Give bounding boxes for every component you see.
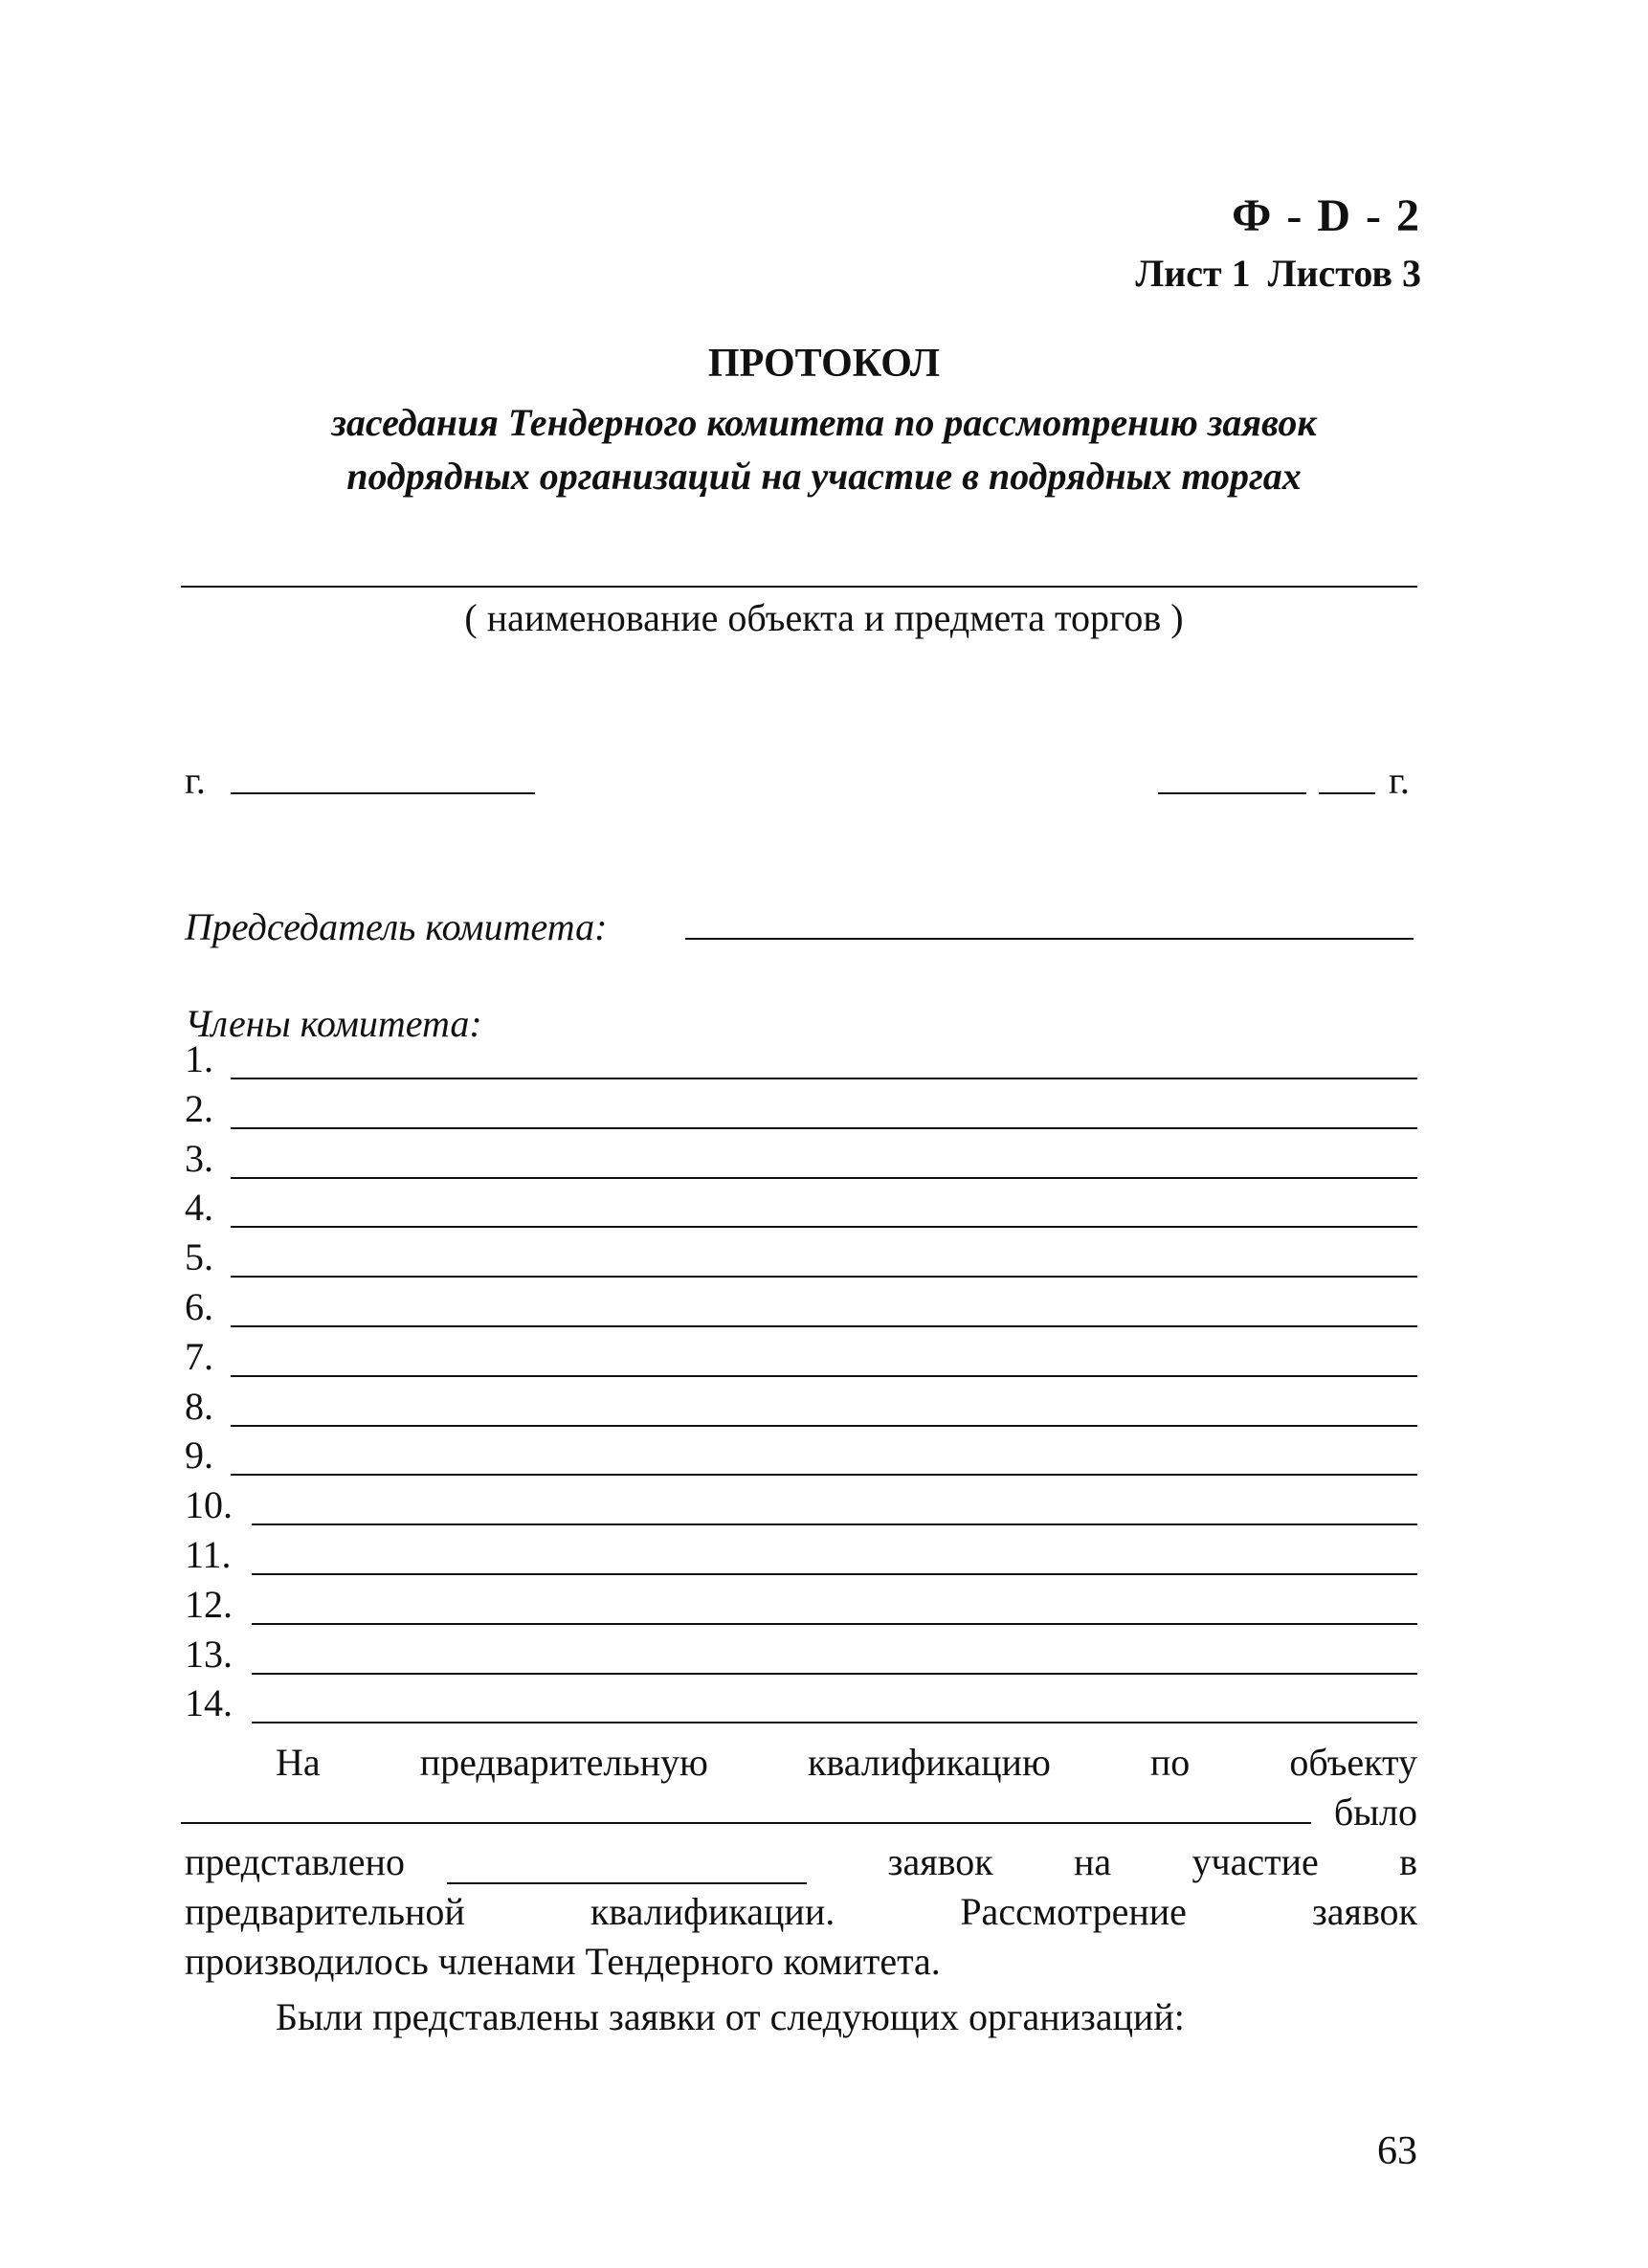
member-name-field-line[interactable] — [231, 1425, 1417, 1427]
member-row — [185, 1631, 1417, 1680]
chairman-field-line[interactable] — [685, 938, 1414, 940]
paragraph-word: участие — [1191, 1840, 1319, 1883]
member-name-field-line[interactable] — [231, 1226, 1417, 1228]
member-number: 5. — [185, 1235, 213, 1279]
paragraph-word: объекту — [1289, 1741, 1417, 1784]
member-name-field-line[interactable] — [252, 1573, 1417, 1575]
member-number: 6. — [185, 1285, 213, 1328]
year-field-line[interactable] — [1319, 792, 1375, 794]
member-name-field-line[interactable] — [231, 1325, 1417, 1327]
paragraph-word: предварительной — [185, 1890, 465, 1933]
member-name-field-line[interactable] — [252, 1623, 1417, 1625]
form-code: Ф - D - 2 — [1232, 190, 1421, 241]
member-number: 4. — [185, 1186, 213, 1230]
document-title: ПРОТОКОЛ — [707, 342, 941, 386]
paragraph-word: по — [1149, 1741, 1191, 1784]
member-name-field-line[interactable] — [231, 1474, 1417, 1476]
member-row — [185, 1481, 1417, 1531]
member-name-field-line[interactable] — [231, 1276, 1417, 1278]
member-name-field-line[interactable] — [231, 1177, 1417, 1179]
member-number: 8. — [185, 1384, 213, 1428]
paragraph-word: в — [1399, 1840, 1417, 1883]
member-row — [185, 1581, 1417, 1631]
city-prefix: г. — [185, 759, 206, 802]
member-row — [185, 1085, 1417, 1135]
paragraph-line-5: производилось членами Тендерного комитета. — [185, 1940, 941, 1983]
member-name-field-line[interactable] — [252, 1673, 1417, 1675]
paragraph-line-6: Были представлены заявки от следующих организаций: — [276, 1995, 1185, 2038]
document-subtitle-line-1: заседания Тендерного комитета по рассмотрению заявок — [331, 401, 1317, 444]
object-name-line[interactable] — [181, 586, 1417, 588]
member-row — [185, 1383, 1417, 1433]
sheet-info — [1135, 251, 1421, 296]
member-name-field-line[interactable] — [252, 1722, 1417, 1723]
member-number: 10. — [185, 1483, 233, 1527]
member-name-field-line[interactable] — [231, 1078, 1417, 1079]
member-row — [185, 1432, 1417, 1481]
date-field-line[interactable] — [1158, 792, 1306, 794]
member-number: 12. — [185, 1582, 233, 1626]
applications-count-field[interactable] — [447, 1848, 807, 1884]
paragraph-word: предварительную — [419, 1741, 708, 1784]
member-name-field-line[interactable] — [231, 1127, 1417, 1129]
paragraph-word: на — [1073, 1840, 1112, 1883]
paragraph-word: заявок — [887, 1840, 993, 1883]
member-row — [185, 1184, 1417, 1234]
member-row — [185, 1531, 1417, 1581]
paragraph-line-3 — [185, 1839, 1417, 1884]
sheet-total: Листов 3 — [1267, 252, 1421, 295]
member-number: 7. — [185, 1334, 213, 1378]
object-caption: ( наименование объекта и предмета торгов ) — [464, 596, 1184, 639]
member-row — [185, 1679, 1417, 1729]
paragraph-line-4 — [185, 1889, 1417, 1934]
member-row — [185, 1283, 1417, 1333]
paragraph-word: представлено — [185, 1840, 405, 1883]
city-field-line[interactable] — [231, 792, 535, 794]
member-number: 2. — [185, 1086, 213, 1130]
paragraph-word: Рассмотрение — [960, 1890, 1187, 1933]
year-suffix: г. — [1389, 759, 1410, 802]
member-number: 14. — [185, 1681, 233, 1725]
member-name-field-line[interactable] — [231, 1375, 1417, 1377]
member-number: 1. — [185, 1037, 213, 1080]
member-name-field-line[interactable] — [252, 1523, 1417, 1525]
page-number: 63 — [1377, 2129, 1417, 2173]
member-row — [185, 1035, 1417, 1085]
member-number: 9. — [185, 1434, 213, 1478]
document-subtitle-line-2: подрядных организаций на участие в подрядных торгах — [346, 455, 1302, 498]
members-label: Члены комитета: — [185, 1002, 482, 1045]
paragraph-word: заявок — [1311, 1890, 1417, 1933]
member-number: 3. — [185, 1136, 213, 1180]
paragraph-word: На — [276, 1741, 321, 1784]
paragraph-line-1 — [276, 1740, 1417, 1785]
member-row — [185, 1234, 1417, 1283]
member-row — [185, 1135, 1417, 1185]
paragraph-word: квалификации. — [590, 1890, 835, 1933]
sheet-number: Лист 1 — [1135, 252, 1251, 295]
member-row — [185, 1333, 1417, 1383]
member-number: 13. — [185, 1632, 233, 1676]
chairman-label: Председатель комитета: — [185, 905, 608, 948]
object-field-line[interactable] — [181, 1822, 1311, 1824]
paragraph-was-word: было — [1333, 1790, 1417, 1834]
paragraph-word: квалификацию — [807, 1741, 1051, 1784]
member-number: 11. — [185, 1533, 232, 1576]
